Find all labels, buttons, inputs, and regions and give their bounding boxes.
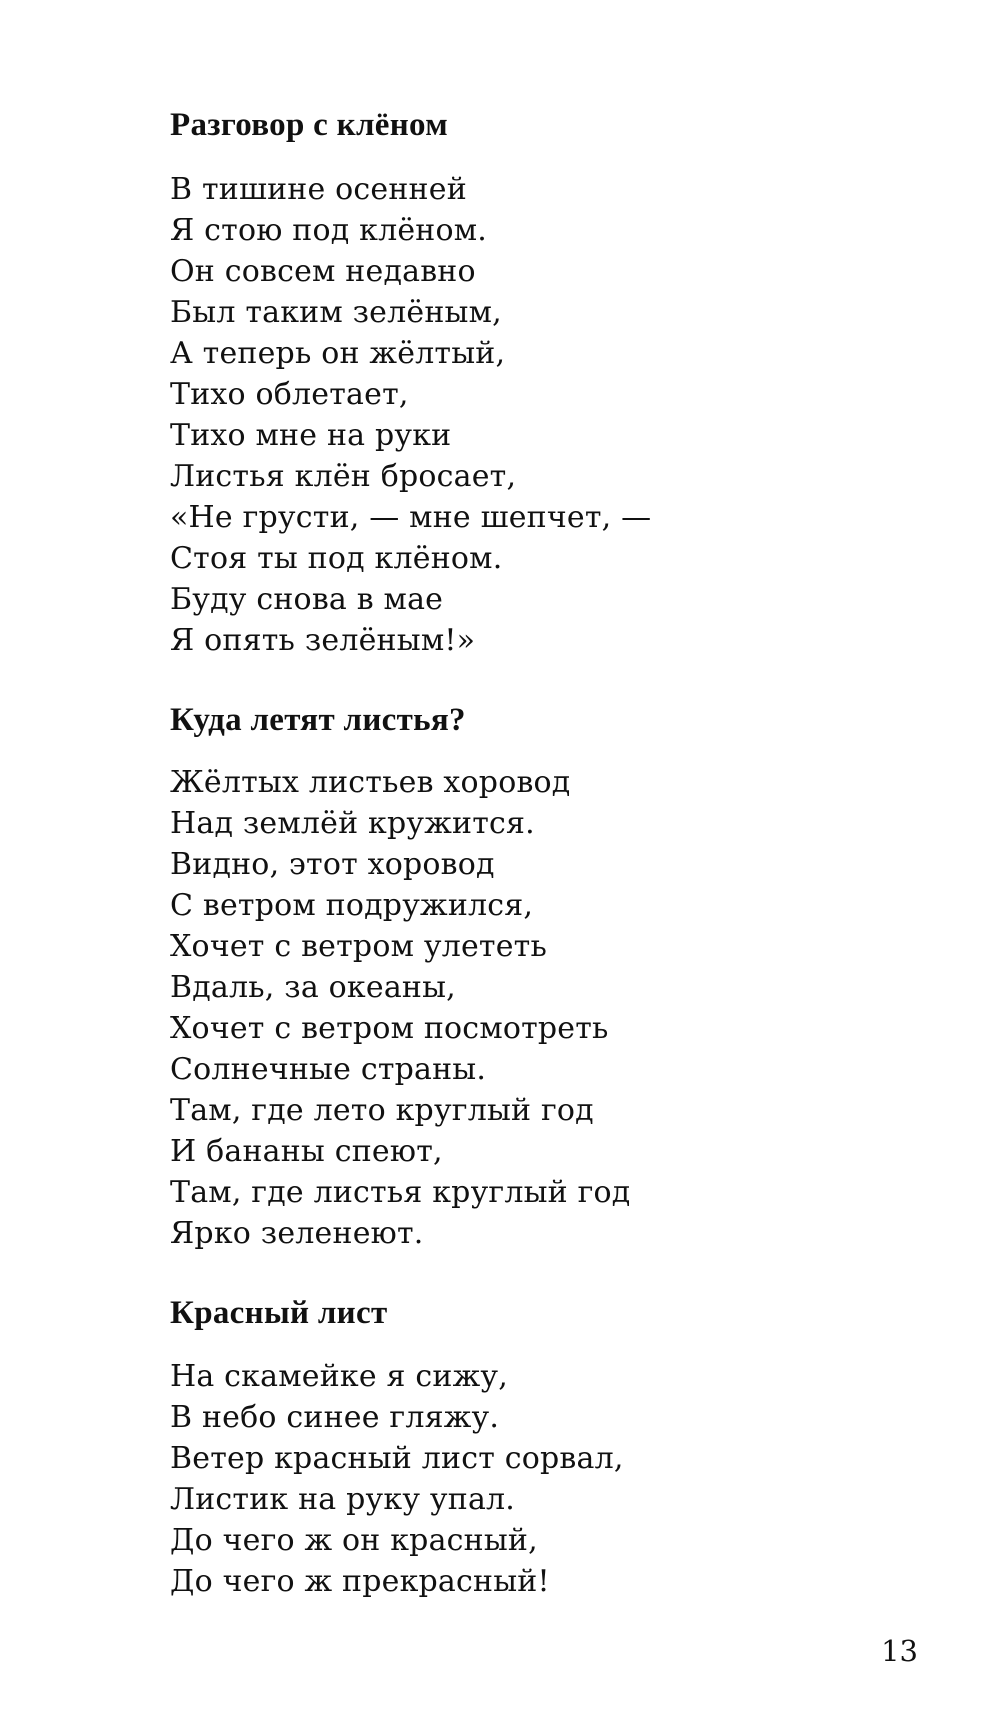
poem-line: Видно, этот хоровод xyxy=(170,847,495,882)
poem-title: Красный лист xyxy=(170,1295,388,1331)
poem-line: В небо синее гляжу. xyxy=(170,1400,500,1435)
poem-line: В тишине осенней xyxy=(170,172,467,207)
poem-line: Вдаль, за океаны, xyxy=(170,970,456,1005)
poem-line: Там, где листья круглый год xyxy=(170,1175,631,1210)
poem-krasny-list xyxy=(170,1293,624,1602)
poem-line: Буду снова в мае xyxy=(170,582,444,617)
poem-line: Тихо мне на руки xyxy=(170,418,452,453)
poem-line: Над землёй кружится. xyxy=(170,806,535,841)
poem-line: Тихо облетает, xyxy=(170,377,409,412)
poem-line: И бананы спеют, xyxy=(170,1134,443,1169)
poem-kuda-letyat-listya xyxy=(170,700,630,1254)
poem-line: На скамейке я сижу, xyxy=(170,1359,508,1394)
poem-line: Он совсем недавно xyxy=(170,254,476,289)
poem-line: «Не грусти, — мне шепчет, — xyxy=(170,500,652,535)
poem-line: Был таким зелёным, xyxy=(170,295,502,330)
poem-title: Разговор с клёном xyxy=(170,107,448,143)
poem-title: Куда летят листья? xyxy=(170,702,466,738)
poem-line: Листик на руку упал. xyxy=(170,1482,516,1517)
poem-line: Хочет с ветром посмотреть xyxy=(170,1011,609,1046)
poem-razgovor-s-klenom xyxy=(170,105,651,661)
poem-line: Листья клён бросает, xyxy=(170,459,517,494)
poem-stanza xyxy=(170,762,630,1254)
poem-line: Ветер красный лист сорвал, xyxy=(170,1441,624,1476)
poem-line: С ветром подружился, xyxy=(170,888,534,923)
poem-line: Там, где лето круглый год xyxy=(170,1093,594,1128)
poem-line: Ярко зеленеют. xyxy=(170,1216,424,1251)
poem-line: Я опять зелёным!» xyxy=(170,623,476,658)
poem-line: До чего ж он красный, xyxy=(170,1523,538,1558)
poem-line: Стоя ты под клёном. xyxy=(170,541,503,576)
poem-stanza xyxy=(170,1356,624,1602)
poem-line: Солнечные страны. xyxy=(170,1052,487,1087)
poem-line: До чего ж прекрасный! xyxy=(170,1564,550,1599)
poem-line: Жёлтых листьев хоровод xyxy=(170,765,571,800)
poem-line: Я стою под клёном. xyxy=(170,213,488,248)
poem-stanza xyxy=(170,169,651,661)
poem-line: А теперь он жёлтый, xyxy=(170,336,506,371)
page-number: 13 xyxy=(881,1634,918,1668)
poem-line: Хочет с ветром улететь xyxy=(170,929,547,964)
